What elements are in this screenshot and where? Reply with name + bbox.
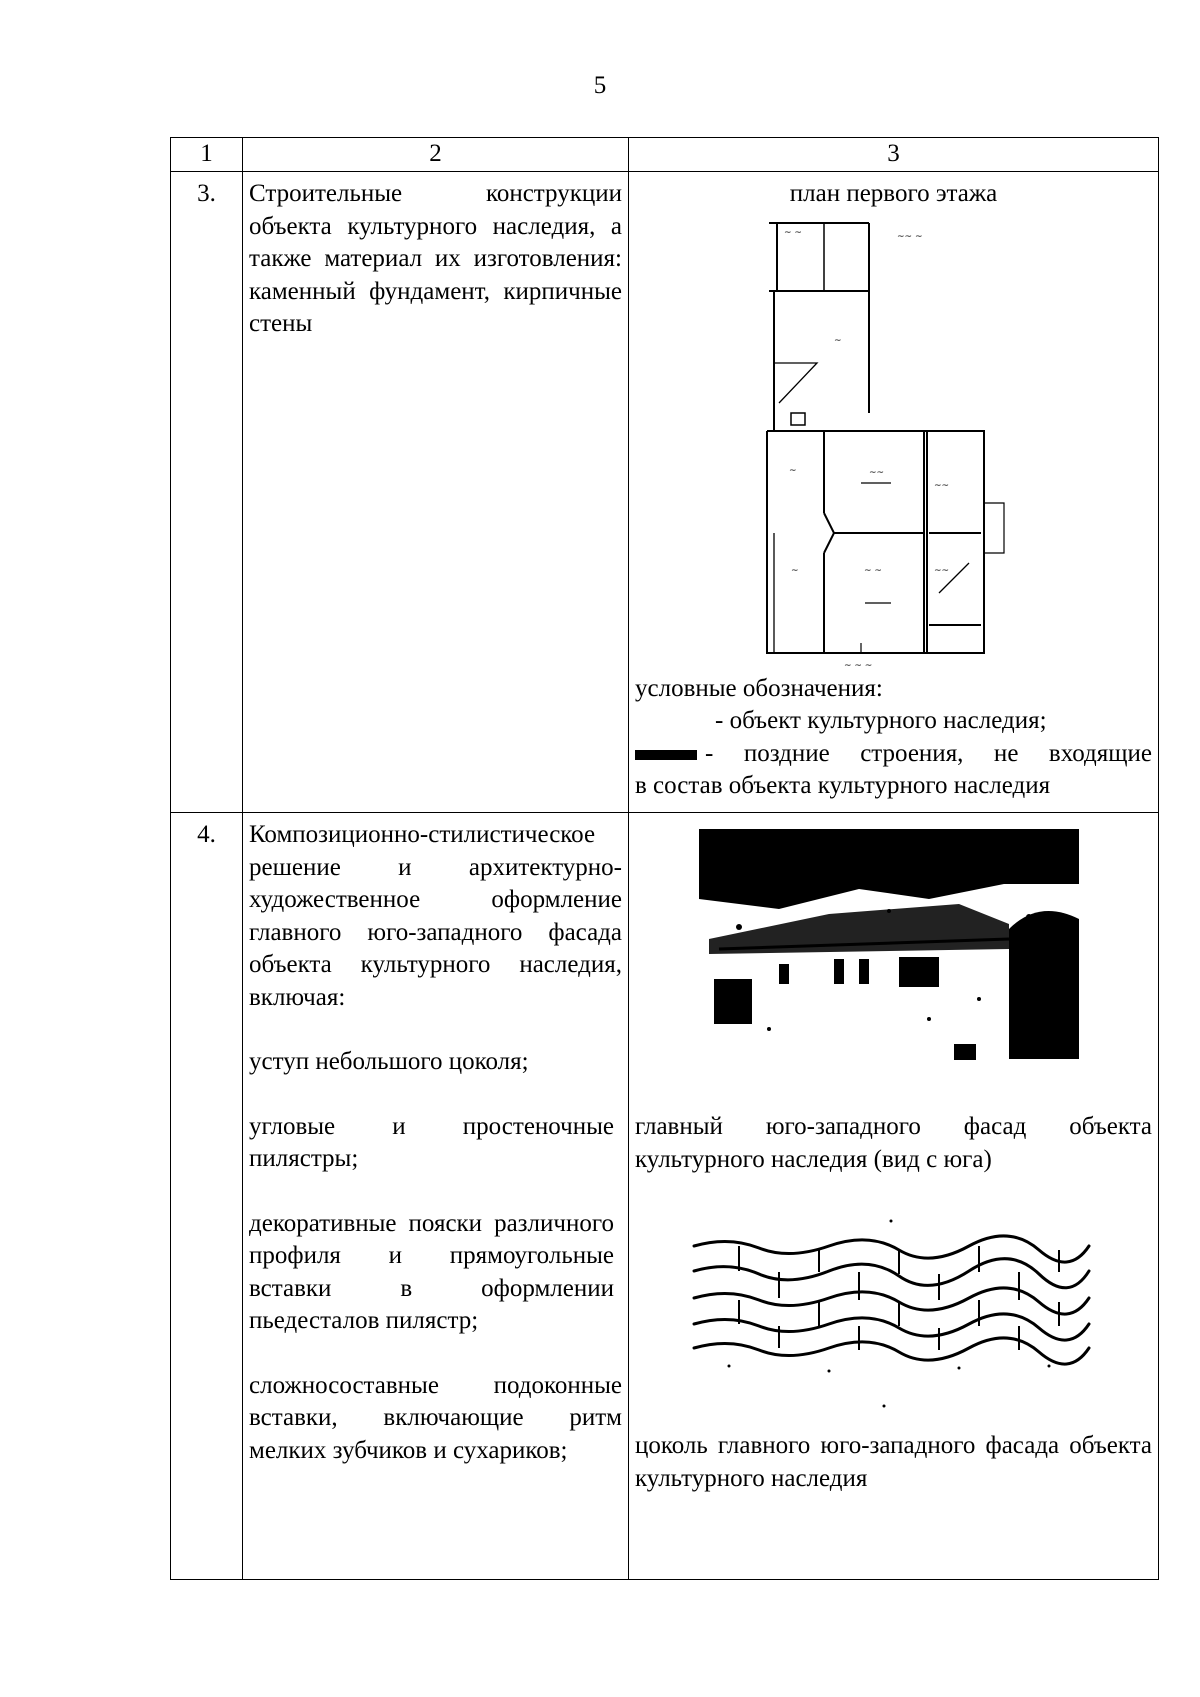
black-bar-icon [635,750,697,760]
floor-plan-drawing [629,213,1159,673]
feature-item: уступ небольшого цоколя; [249,1048,529,1075]
legend-item-heritage: - объект культурного наследия; [715,707,1047,734]
svg-text:~: ~ [834,335,842,346]
header-col-1: 1 [171,138,243,172]
svg-text:~: ~ [789,465,797,476]
heritage-table [170,137,1159,1580]
plan-title: план первого этажа [789,180,998,207]
legend-item-later-buildings [635,738,1152,771]
row-number: 3. [171,172,243,813]
plinth-photo-caption: цоколь главного юго-западного фасада объекта культурного наследия [635,1432,1152,1492]
header-col-3: 3 [629,138,1159,172]
page-number: 5 [593,72,607,99]
svg-text:~ ~: ~ ~ [864,565,882,576]
table-row [171,813,1159,1580]
svg-text:~ ~ ~: ~ ~ ~ [844,660,873,671]
legend-title: условные обозначения: [635,674,883,702]
row-illustration [629,813,1159,1580]
legend [629,673,1158,803]
legend-item-later-text: - поздние строения, не входящие [705,739,1152,767]
row-description [243,813,629,1580]
svg-text:~~: ~~ [934,480,950,491]
description-text: Строительные конструкции объекта культурного наследия, а также материал их изготовления: каменный фундамент, кирпичные стены [249,180,622,337]
table-header-row [171,138,1159,172]
svg-text:~~: ~~ [869,467,885,478]
header-col-2: 2 [243,138,629,172]
svg-text:~~ ~: ~~ ~ [897,231,923,242]
facade-photo-caption: главный юго-западного фасад объекта культурного наследия (вид с юга) [635,1113,1152,1173]
feature-item: угловые и простеночные пилястры; [249,1112,614,1172]
description-intro: Композиционно-стилистическое решение и архитектурно-художественное оформление главного юго-западного фасада объекта культурного наследия, включая: [249,821,622,1011]
table-row [171,172,1159,813]
feature-item: сложносоставные подоконные вставки, включающие ритм мелких зубчиков и сухариков; [249,1371,622,1464]
feature-item: декоративные пояски различного профиля и прямоугольные вставки в оформлении пьедесталов пилястр; [249,1209,614,1334]
legend-item-later-buildings-cont: в состав объекта культурного наследия [635,772,1051,799]
row-illustration [629,172,1159,813]
row-description [243,172,629,813]
svg-text:~ ~: ~ ~ [784,227,802,238]
row-number: 4. [171,813,243,1580]
svg-text:~~: ~~ [934,565,950,576]
svg-text:~: ~ [791,565,799,576]
facade-photo [629,829,1159,1089]
plinth-photo [629,1216,1159,1416]
